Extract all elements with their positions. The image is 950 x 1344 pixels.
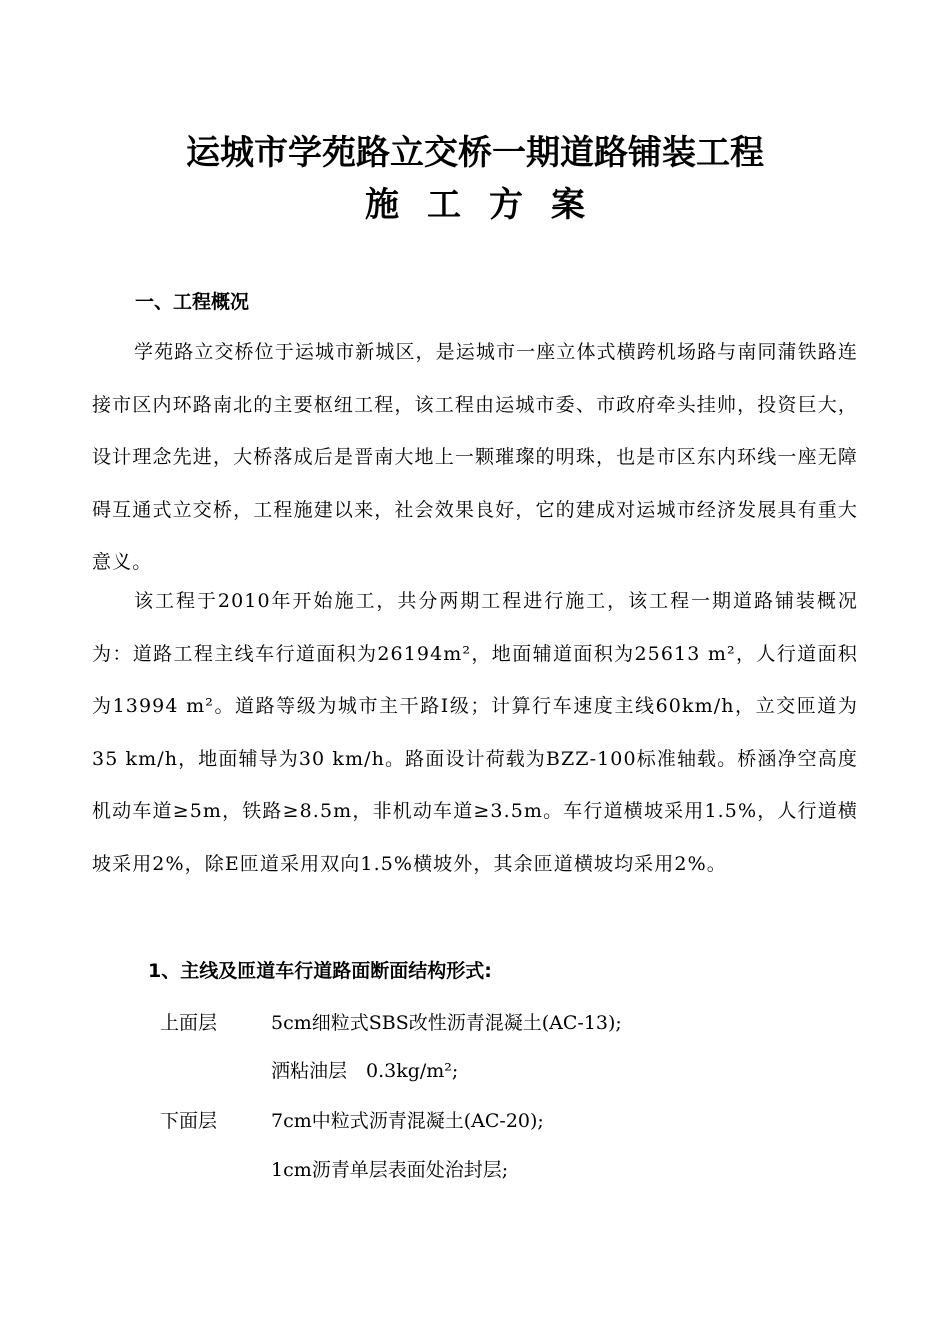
layer-text-seal-coat: 1cm沥青单层表面处治封层; [271,1159,509,1181]
document-title: 运城市学苑路立交桥一期道路铺装工程 [186,133,764,173]
document-subtitle: 施工方案 [365,185,613,225]
layer-label-upper: 上面层 [160,1012,218,1034]
section-heading-overview: 一、工程概况 [135,291,250,313]
layer-label-lower: 下面层 [160,1110,218,1132]
layer-text-lower: 7cm中粒式沥青混凝土(AC-20); [271,1110,544,1132]
overview-paragraph-2: 该工程于2010年开始施工，共分两期工程进行施工，该工程一期道路铺装概况为：道路工程主线车行道面积为26194m²，地面辅道面积为25613 m²，人行道面积为13994 m²。道路等级为城市主干路Ⅰ级；计算行车速度主线60km/h，立交匝道为35 km/h，地面辅导为30 km/h。路面设计荷载为BZZ-100标准轴载。桥涵净空高度机动车道≥5m，铁路≥8.5m，非机动车道≥3.5m。车行道横坡采用1.5%，人行道横坡采用2%，除E匝道采用双向1.5%横坡外，其余匝道横坡均采用2%。 [92,590,858,875]
layer-text-upper: 5cm细粒式SBS改性沥青混凝土(AC-13); [271,1012,622,1034]
layer-text-tack-coat: 洒粘油层 0.3kg/m²; [271,1060,459,1082]
section-heading-structure: 1、主线及匝道车行道路面断面结构形式: [148,960,492,982]
overview-paragraph-1: 学苑路立交桥位于运城市新城区，是运城市一座立体式横跨机场路与南同蒲铁路连接市区内环路南北的主要枢纽工程，该工程由运城市委、市政府牵头挂帅，投资巨大，设计理念先进，大桥落成后是晋南大地上一颗璀璨的明珠，也是市区东内环线一座无障碍互通式立交桥，工程施建以来，社会效果良好，它的建成对运城市经济发展具有重大意义。 [92,341,858,573]
